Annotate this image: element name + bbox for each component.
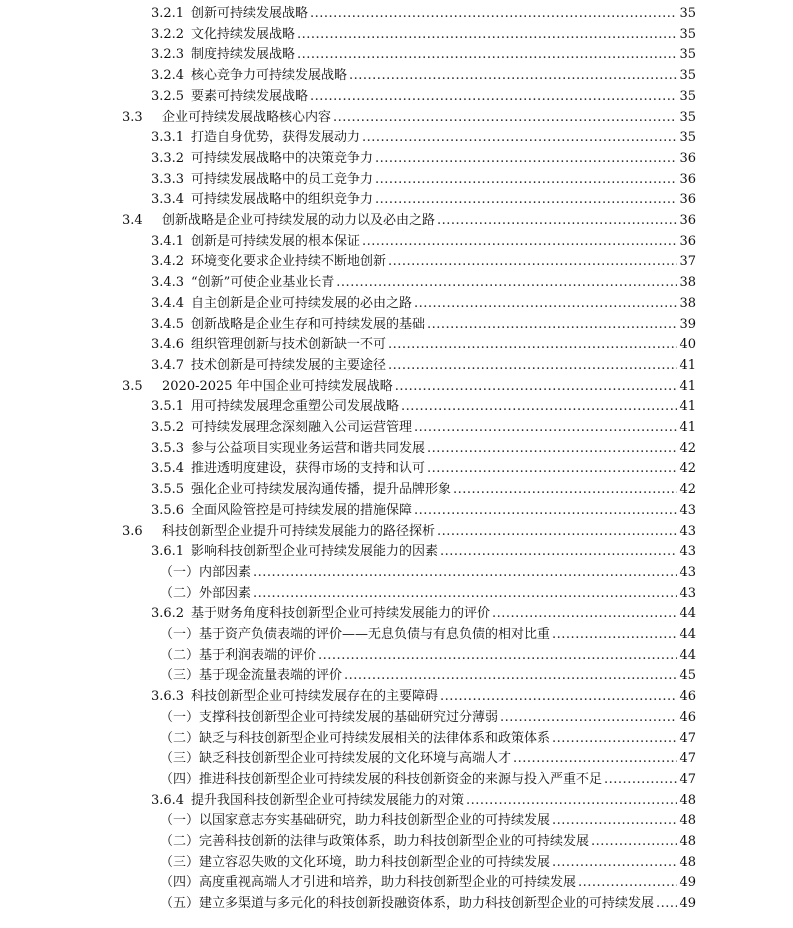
- toc-entry-title: 环境变化要求企业持续不断地创新: [191, 254, 387, 270]
- toc-entry-title: 文化持续发展战略: [191, 26, 296, 42]
- toc-entry-title: 2020-2025 年中国企业可持续发展战略: [162, 378, 393, 394]
- toc-entry[interactable]: [160, 625, 696, 646]
- toc-entry[interactable]: [151, 791, 696, 812]
- toc-entry-title: 组织管理创新与技术创新缺一不可: [191, 337, 387, 353]
- toc-entry-number: （三）: [160, 854, 200, 870]
- toc-entry-number: （二）: [160, 585, 200, 601]
- toc-entry-number: 3.3.2: [151, 150, 185, 166]
- toc-leader-dots: [500, 708, 677, 729]
- toc-entry-page: 41: [679, 420, 696, 435]
- toc-entry[interactable]: [151, 45, 696, 66]
- toc-entry-title: 企业可持续发展战略核心内容: [162, 109, 332, 125]
- toc-leader-dots: [375, 190, 677, 211]
- toc-leader-dots: [375, 149, 677, 170]
- toc-entry-page: 37: [679, 254, 696, 270]
- toc-leader-dots: [604, 770, 677, 791]
- toc-entry-number: 3.4.7: [151, 357, 185, 373]
- toc-entry[interactable]: [160, 563, 696, 584]
- toc-entry[interactable]: [151, 335, 696, 356]
- toc-entry-title: 支撑科技创新型企业可持续发展的基础研究过分薄弱: [199, 709, 499, 725]
- toc-entry-title: 影响科技创新型企业可持续发展能力的因素: [191, 544, 439, 560]
- toc-entry-title: 高度重视高端人才引进和培养，助力科技创新型企业的可持续发展: [199, 875, 577, 891]
- toc-entry-number: （三）: [160, 668, 200, 684]
- toc-entry-page: 44: [679, 606, 696, 622]
- toc-entry-number: 3.4.3: [151, 275, 185, 291]
- toc-leader-dots: [552, 811, 677, 832]
- toc-leader-dots: [414, 418, 677, 439]
- toc-entry[interactable]: [151, 87, 696, 108]
- toc-entry-title: 可持续发展战略中的决策竞争力: [191, 150, 374, 166]
- toc-entry[interactable]: [122, 522, 696, 543]
- toc-entry-number: （二）: [160, 730, 200, 746]
- toc-entry-page: 36: [679, 171, 696, 187]
- toc-entry-title: 推进透明度建设，获得市场的支持和认可: [191, 461, 426, 477]
- toc-entry-number: 3.5: [122, 378, 143, 394]
- toc-entry-number: 3.6: [122, 523, 143, 539]
- toc-leader-dots: [437, 211, 677, 232]
- toc-leader-dots: [310, 4, 677, 25]
- toc-leader-dots: [388, 252, 677, 273]
- toc-leader-dots: [401, 397, 677, 418]
- toc-entry-page: 42: [679, 482, 696, 498]
- toc-entry[interactable]: [151, 232, 696, 253]
- toc-entry-page: 46: [679, 709, 696, 725]
- toc-entry[interactable]: [151, 687, 696, 708]
- toc-entry[interactable]: [151, 25, 696, 46]
- toc-leader-dots: [414, 294, 677, 315]
- toc-entry-title: 缺乏与科技创新型企业可持续发展相关的法律体系和政策体系: [199, 730, 551, 746]
- toc-entry-title: 用可持续发展理念重塑公司发展战略: [191, 399, 400, 415]
- toc-entry-page: 38: [679, 275, 696, 291]
- toc-entry-number: 3.4.5: [151, 316, 185, 332]
- toc-entry[interactable]: [151, 149, 696, 170]
- toc-entry[interactable]: [160, 708, 696, 729]
- toc-entry-title: 可持续发展战略中的员工竞争力: [191, 171, 374, 187]
- toc-entry-page: 35: [679, 26, 696, 42]
- toc-entry-number: 3.4.4: [151, 295, 185, 311]
- toc-entry-number: （五）: [160, 896, 200, 912]
- toc-entry-page: 49: [679, 875, 696, 891]
- toc-entry[interactable]: [160, 811, 696, 832]
- toc-entry-page: 35: [679, 68, 696, 84]
- toc-entry[interactable]: [122, 211, 696, 232]
- toc-entry-page: 48: [679, 792, 696, 808]
- toc-entry-number: （四）: [160, 771, 200, 787]
- toc-entry-page: 44: [679, 647, 696, 663]
- toc-entry-number: （四）: [160, 875, 200, 891]
- toc-entry-number: （一）: [160, 813, 200, 829]
- toc-entry-title: 自主创新是企业可持续发展的必由之路: [191, 295, 413, 311]
- toc-entry-title: 基于资产负债表端的评价——无息负债与有息负债的相对比重: [199, 627, 551, 642]
- toc-entry-title: 基于利润表端的评价: [199, 647, 317, 663]
- toc-entry-number: （二）: [160, 647, 200, 663]
- toc-entry-title: 创新战略是企业生存和可持续发展的基础: [191, 316, 426, 332]
- toc-entry[interactable]: [122, 377, 696, 398]
- toc-entry-title: 要素可持续发展战略: [191, 88, 309, 104]
- toc-entry-page: 35: [679, 47, 696, 63]
- toc-entry-page: 35: [679, 6, 696, 21]
- toc-entry-number: 3.2.4: [151, 68, 185, 84]
- toc-leader-dots: [453, 480, 677, 501]
- toc-entry[interactable]: [160, 853, 696, 874]
- toc-leader-dots: [427, 315, 677, 336]
- toc-entry-page: 36: [679, 192, 696, 208]
- toc-entry[interactable]: [160, 646, 696, 667]
- toc-entry[interactable]: [151, 66, 696, 87]
- toc-entry-page: 36: [679, 150, 696, 166]
- toc-entry-title: 参与公益项目实现业务运营和谐共同发展: [191, 440, 426, 456]
- toc-leader-dots: [253, 563, 677, 584]
- toc-entry[interactable]: [122, 108, 696, 129]
- toc-entry-title: 基于财务角度科技创新型企业可持续发展能力的评价: [191, 606, 491, 622]
- toc-entry-title: 创新战略是企业可持续发展的动力以及必由之路: [162, 213, 436, 228]
- toc-entry-number: 3.5.4: [151, 461, 185, 477]
- toc-leader-dots: [440, 542, 677, 563]
- toc-entry-page: 42: [679, 461, 696, 477]
- toc-entry-page: 42: [679, 440, 696, 456]
- toc-entry-page: 38: [679, 295, 696, 311]
- toc-entry-title: 缺乏科技创新型企业可持续发展的文化环境与高端人才: [199, 751, 512, 767]
- toc-entry-title: 建立多渠道与多元化的科技创新投融资体系，助力科技创新型企业的可持续发展: [199, 896, 655, 912]
- toc-entry-title: 科技创新型企业提升可持续发展能力的路径探析: [162, 523, 436, 539]
- toc-entry-number: 3.3.3: [151, 171, 185, 187]
- toc-entry[interactable]: [151, 459, 696, 480]
- toc-entry-number: （二）: [160, 834, 200, 849]
- toc-leader-dots: [333, 108, 677, 129]
- toc-entry[interactable]: [160, 749, 696, 770]
- toc-entry-title: 内部因素: [199, 564, 252, 580]
- toc-entry-number: 3.5.1: [151, 399, 185, 415]
- toc-entry-title: 以国家意志夯实基础研究，助力科技创新型企业的可持续发展: [199, 813, 551, 829]
- toc-leader-dots: [440, 687, 677, 708]
- toc-entry-page: 43: [679, 523, 696, 539]
- toc-entry-title: 科技创新型企业可持续发展存在的主要障碍: [191, 689, 439, 705]
- toc-entry-number: 3.3: [122, 109, 143, 125]
- toc-entry[interactable]: [151, 315, 696, 336]
- toc-leader-dots: [297, 45, 677, 66]
- toc-entry[interactable]: [151, 273, 696, 294]
- toc-leader-dots: [466, 791, 677, 812]
- toc-entry[interactable]: [151, 501, 696, 522]
- toc-entry-title: 完善科技创新的法律与政策体系，助力科技创新型企业的可持续发展: [199, 834, 590, 849]
- toc-entry[interactable]: [160, 770, 696, 791]
- toc-entry[interactable]: [160, 729, 696, 750]
- toc-entry-page: 35: [679, 109, 696, 125]
- toc-entry[interactable]: [160, 584, 696, 605]
- toc-leader-dots: [552, 625, 677, 646]
- toc-leader-dots: [492, 604, 677, 625]
- toc-entry[interactable]: [151, 439, 696, 460]
- toc-entry-page: 43: [679, 544, 696, 560]
- toc-entry[interactable]: [151, 480, 696, 501]
- toc-entry-page: 48: [679, 854, 696, 870]
- toc-entry-page: 47: [679, 730, 696, 746]
- toc-leader-dots: [578, 873, 677, 894]
- toc-entry[interactable]: [151, 418, 696, 439]
- toc-leader-dots: [437, 522, 677, 543]
- toc-leader-dots: [414, 501, 677, 522]
- toc-entry-title: 外部因素: [199, 585, 252, 601]
- toc-entry-page: 43: [679, 564, 696, 580]
- toc-entry[interactable]: [151, 128, 696, 149]
- toc-leader-dots: [336, 273, 677, 294]
- toc-leader-dots: [297, 25, 677, 46]
- toc-entry-number: 3.3.4: [151, 192, 185, 208]
- toc-entry-page: 41: [679, 399, 696, 415]
- toc-leader-dots: [388, 356, 677, 377]
- toc-entry-page: 44: [679, 627, 696, 642]
- toc-entry-page: 43: [679, 585, 696, 601]
- toc-entry-number: 3.4.6: [151, 337, 185, 353]
- toc-entry[interactable]: [160, 894, 696, 915]
- toc-leader-dots: [656, 894, 677, 915]
- toc-leader-dots: [388, 335, 677, 356]
- toc-entry-page: 45: [679, 668, 696, 684]
- toc-entry-number: 3.6.1: [151, 544, 185, 560]
- toc-entry[interactable]: [151, 294, 696, 315]
- toc-leader-dots: [344, 666, 677, 687]
- toc-entry-title: 强化企业可持续发展沟通传播，提升品牌形象: [191, 482, 452, 498]
- toc-entry[interactable]: [151, 604, 696, 625]
- toc-leader-dots: [362, 128, 677, 149]
- toc-leader-dots: [552, 729, 677, 750]
- toc-leader-dots: [427, 459, 677, 480]
- toc-entry-number: 3.6.2: [151, 606, 185, 622]
- toc-entry[interactable]: [151, 252, 696, 273]
- toc-leader-dots: [310, 87, 677, 108]
- toc-entry-page: 46: [679, 689, 696, 705]
- toc-entry-number: （一）: [160, 709, 200, 725]
- toc-leader-dots: [552, 853, 677, 874]
- toc-entry-page: 41: [679, 357, 696, 373]
- toc-entry-page: 43: [679, 502, 696, 518]
- toc-entry-title: 核心竞争力可持续发展战略: [191, 68, 348, 84]
- toc-entry[interactable]: [160, 832, 696, 853]
- toc-entry-number: 3.2.1: [151, 6, 185, 21]
- toc-leader-dots: [591, 832, 677, 853]
- toc-entry-number: 3.2.5: [151, 88, 185, 104]
- toc-entry-page: 41: [679, 378, 696, 394]
- toc-entry-number: 3.5.5: [151, 482, 185, 498]
- toc-entry-page: 36: [679, 233, 696, 249]
- toc-entry-page: 39: [679, 316, 696, 332]
- toc-entry-page: 40: [679, 337, 696, 353]
- toc-entry-number: 3.4: [122, 213, 143, 228]
- toc-entry-title: 制度持续发展战略: [191, 47, 296, 63]
- toc-entry-title: 打造自身优势，获得发展动力: [191, 130, 361, 146]
- toc-entry-number: （一）: [160, 564, 200, 580]
- toc-entry-title: 可持续发展战略中的组织竞争力: [191, 192, 374, 208]
- toc-entry-title: 创新可持续发展战略: [191, 6, 309, 21]
- toc-entry-number: （三）: [160, 751, 200, 767]
- toc-entry-number: 3.4.1: [151, 233, 185, 249]
- toc-entry-number: 3.5.2: [151, 420, 185, 435]
- toc-leader-dots: [375, 170, 677, 191]
- toc-entry-title: 提升我国科技创新型企业可持续发展能力的对策: [191, 792, 465, 808]
- toc-entry-number: 3.6.3: [151, 689, 185, 705]
- toc-entry[interactable]: [151, 190, 696, 211]
- toc-entry[interactable]: [151, 397, 696, 418]
- toc-leader-dots: [318, 646, 677, 667]
- toc-entry-number: 3.2.3: [151, 47, 185, 63]
- toc-entry-number: 3.5.6: [151, 502, 185, 518]
- toc-entry-title: 可持续发展理念深刻融入公司运营管理: [191, 420, 413, 435]
- toc-entry-number: 3.5.3: [151, 440, 185, 456]
- toc-entry-number: 3.4.2: [151, 254, 185, 270]
- toc-entry-number: 3.2.2: [151, 26, 185, 42]
- toc-entry-title: 创新是可持续发展的根本保证: [191, 233, 361, 249]
- toc-entry-title: “创新”可使企业基业长青: [191, 275, 335, 291]
- toc-entry-number: 3.6.4: [151, 792, 185, 808]
- toc-entry-page: 47: [679, 751, 696, 767]
- toc-entry-page: 35: [679, 130, 696, 146]
- toc-leader-dots: [395, 377, 678, 398]
- toc-leader-dots: [513, 749, 677, 770]
- toc-entry[interactable]: [151, 542, 696, 563]
- toc-entry-number: 3.3.1: [151, 130, 185, 146]
- toc-entry-title: 建立容忍失败的文化环境，助力科技创新型企业的可持续发展: [199, 854, 551, 870]
- toc-entry-page: 47: [679, 771, 696, 787]
- toc-entry[interactable]: [151, 4, 696, 25]
- toc-leader-dots: [253, 584, 677, 605]
- toc-entry-page: 35: [679, 88, 696, 104]
- toc-entry-page: 36: [679, 213, 696, 228]
- toc-entry[interactable]: [151, 356, 696, 377]
- toc-entry-page: 49: [679, 896, 696, 912]
- toc-entry[interactable]: [160, 873, 696, 894]
- toc-entry-page: 48: [679, 813, 696, 829]
- toc-entry[interactable]: [160, 666, 696, 687]
- toc-entry-title: 技术创新是可持续发展的主要途径: [191, 357, 387, 373]
- toc-entry-title: 全面风险管控是可持续发展的措施保障: [191, 502, 413, 518]
- toc-entry[interactable]: [151, 170, 696, 191]
- toc-leader-dots: [349, 66, 677, 87]
- toc-entry-title: 推进科技创新型企业可持续发展的科技创新资金的来源与投入严重不足: [199, 771, 603, 787]
- toc-entry-title: 基于现金流量表端的评价: [199, 668, 343, 684]
- toc-entry-page: 48: [679, 834, 696, 849]
- toc-leader-dots: [427, 439, 677, 460]
- toc-leader-dots: [362, 232, 677, 253]
- toc-entry-number: （一）: [160, 627, 200, 642]
